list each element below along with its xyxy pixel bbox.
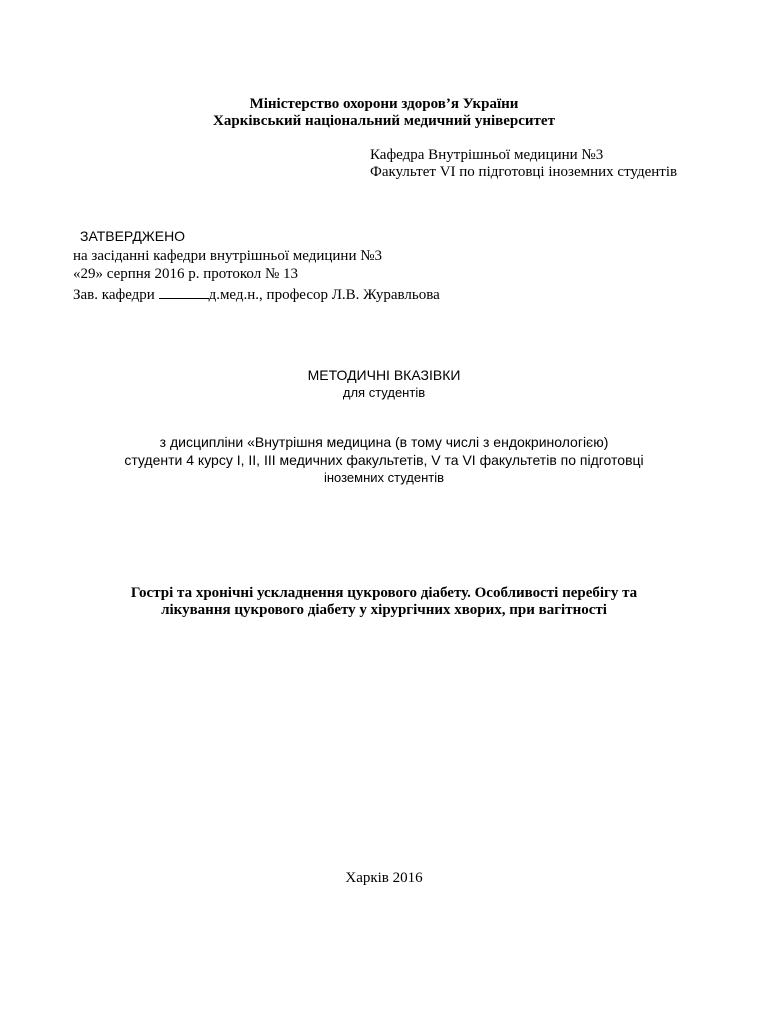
ministry-heading: Міністерство охорони здоров’я України [249, 96, 519, 112]
university-heading: Харківський національний медичний університет [213, 113, 555, 129]
approval-head-suffix: д.мед.н., професор Л.В. Журавльова [208, 287, 440, 303]
discipline-line-1: з дисципліни «Внутрішня медицина (в тому числі з ендокринологією) [159, 434, 609, 450]
document-type-title: МЕТОДИЧНІ ВКАЗІВКИ [307, 367, 461, 383]
city-year: Харків 2016 [345, 870, 423, 886]
signature-blank [159, 285, 209, 299]
topic-line-2: лікування цукрового діабету у хірургічних хворих, при вагітності [161, 602, 607, 618]
discipline-line-2: студенти 4 курсу I, II, III медичних факультетів, V та VI факультетів по підготовці [124, 452, 644, 468]
approval-protocol: «29» серпня 2016 р. протокол № 13 [73, 266, 299, 282]
approval-title: ЗАТВЕРДЖЕНО [80, 228, 186, 244]
department-chair: Кафедра Внутрішньої медицини №3 [370, 147, 604, 163]
approval-head [73, 285, 440, 303]
department-faculty: Факультет VI по підготовці іноземних студентів [370, 164, 678, 180]
approval-head-prefix: Зав. кафедри [73, 287, 155, 303]
approval-meeting: на засіданні кафедри внутрішньої медицини №3 [73, 248, 383, 264]
discipline-line-3: іноземних студентів [323, 470, 445, 485]
topic-line-1: Гострі та хронічні ускладнення цукрового діабету. Особливості перебігу та [130, 585, 638, 601]
document-type-subtitle: для студентів [342, 385, 426, 400]
